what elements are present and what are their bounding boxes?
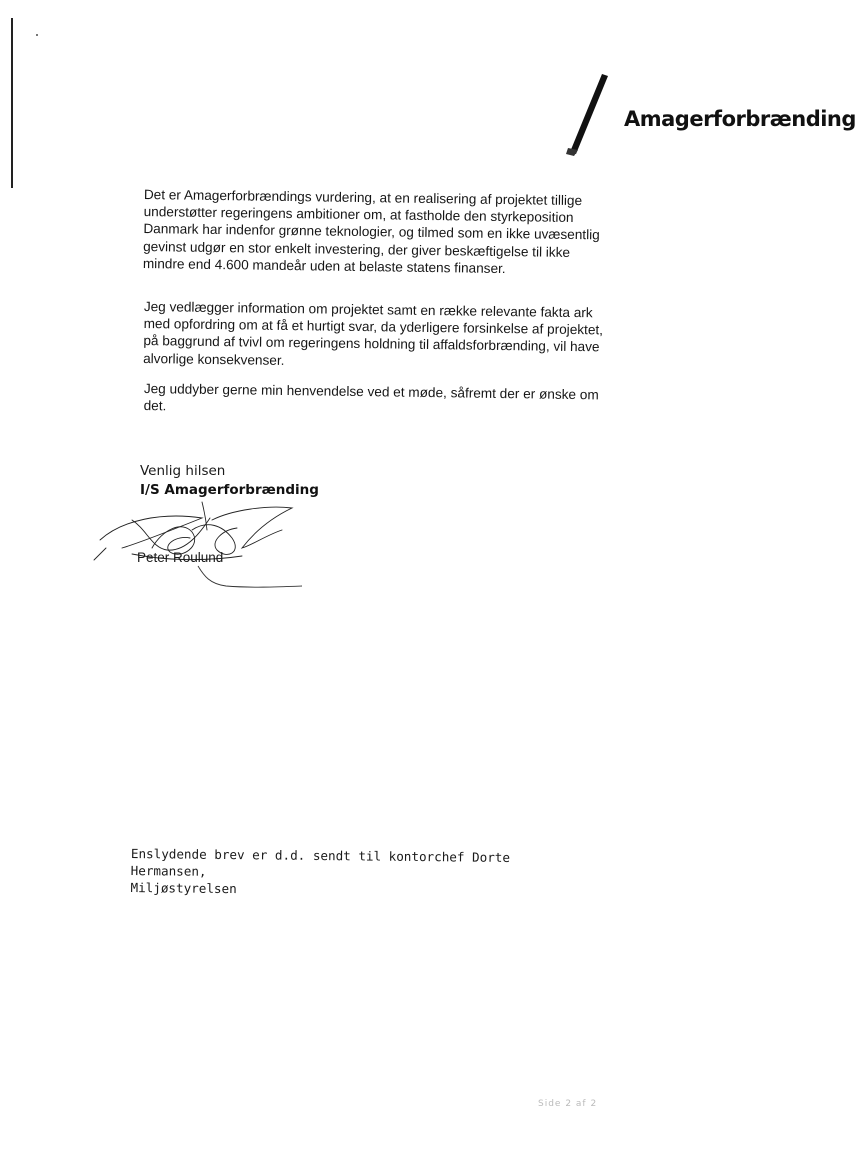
- signature-tail-stroke: [196, 562, 306, 598]
- closing-salutation: Venlig hilsen: [140, 463, 226, 479]
- copy-notice-line-2: Miljøstyrelsen: [130, 879, 237, 897]
- body-paragraph-2: Jeg vedlægger information om projektet samt en række relevante fakta ark med opfordring om at få et hurtigt svar, da yderligere forsinkelse af projektet, på baggrund af tvivl om regeringens holdning til affaldsforbrænding, vil have alvorlige konsekvenser.: [143, 298, 604, 368]
- page-number: Side 2 af 2: [538, 1099, 598, 1109]
- body-paragraph-3: Jeg uddyber gerne min henvendelse ved et møde, såfremt der er ønske om det.: [143, 380, 599, 414]
- body-paragraph-1: Det er Amagerforbrændings vurdering, at en realisering af projektet tillige understøtter regeringens ambitioner om, at fastholde den styrkeposition Danmark har indenfor grønne teknologier, og tilmed som en ikke uvæsentlig gevinst udgør en stor enkelt investering, der giver beskæftigelse til ikke mindre end 4.600 mandeår uden at belaste statens finanser.: [142, 186, 600, 276]
- copy-notice: [130, 845, 591, 901]
- scan-edge-line: [11, 18, 13, 188]
- letterhead-logo-text: Amagerforbrænding: [624, 107, 856, 131]
- company-name: I/S Amagerforbrænding: [140, 482, 319, 498]
- scan-speck: [36, 34, 38, 36]
- signer-name: Peter Roulund: [137, 550, 224, 565]
- copy-notice-line-1: Enslydende brev er d.d. sendt til kontorchef Dorte Hermansen,: [130, 845, 511, 879]
- logo-slash-icon: [562, 74, 610, 156]
